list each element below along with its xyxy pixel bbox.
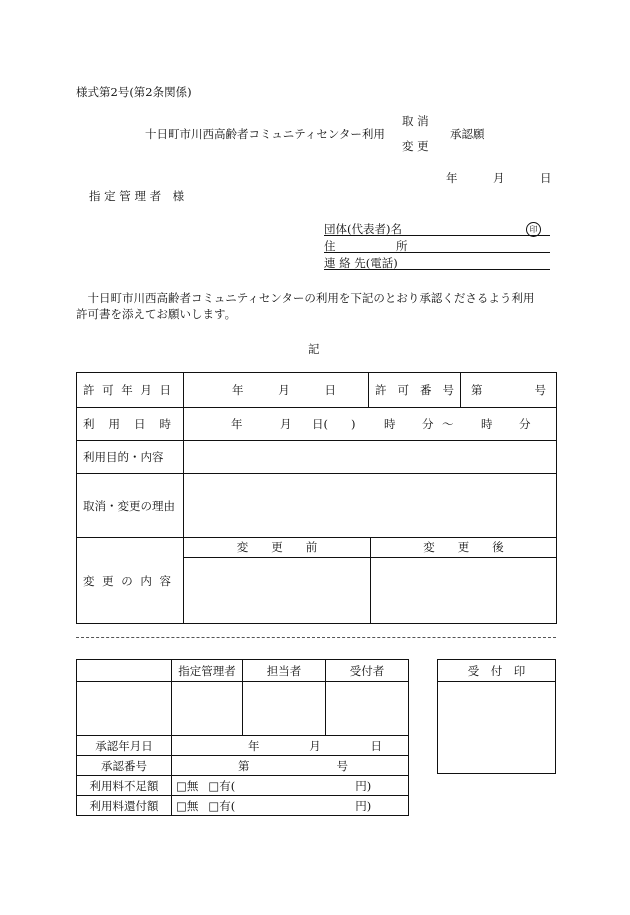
reason-value-cell[interactable] (184, 474, 557, 538)
date-month-label: 月 (493, 171, 505, 185)
permit-year: 年 (232, 383, 244, 397)
reception-stamp-area[interactable] (438, 682, 556, 774)
approval-no-dai: 第 (238, 758, 250, 773)
approval-day: 日 (370, 738, 382, 753)
permit-date-label-cell: 許 可 年 月 日 (77, 373, 184, 408)
shortage-yen: 円) (355, 778, 372, 793)
refund-yes-checkbox[interactable]: □有( (208, 798, 236, 813)
office-header-row (77, 660, 409, 682)
use-date-row (77, 408, 557, 441)
date-day-label: 日 (540, 171, 552, 185)
approval-no-go: 号 (336, 758, 348, 773)
reception-stamp-box (437, 659, 556, 774)
approval-number-label: 承認番号 (77, 756, 172, 776)
permit-number-cell[interactable] (369, 373, 557, 408)
org-name-label: 団体(代表者)名 (324, 222, 402, 236)
org-name-line[interactable] (324, 235, 550, 236)
refund-label: 利用料還付額 (77, 796, 172, 816)
refund-row (77, 796, 409, 816)
form-title-main: 十日町市川西高齢者コミュニティセンター利用 (145, 127, 385, 141)
purpose-label: 利用目的・内容 (77, 441, 184, 474)
seal-circle: 印 (526, 222, 541, 237)
use-minute-end: 分 (519, 417, 531, 431)
use-date-value-cell[interactable] (184, 408, 557, 441)
approval-date-label: 承認年月日 (77, 736, 172, 756)
permit-month: 月 (278, 383, 290, 397)
form-number: 様式第2号(第2条関係) (76, 85, 192, 99)
permit-day: 日 (324, 383, 336, 397)
office-header-blank (77, 660, 172, 682)
permit-number-label: 許 可 番 号 (369, 373, 461, 407)
use-date-label-cell: 利 用 日 時 (77, 408, 184, 441)
change-before-label: 変 更 前 (184, 538, 370, 558)
refund-none-checkbox[interactable]: □無 (176, 798, 199, 813)
shortage-row (77, 776, 409, 796)
cut-line (76, 637, 556, 638)
manager-seal-cell[interactable] (172, 682, 243, 736)
refund-value[interactable] (172, 796, 409, 816)
use-month: 月 (280, 417, 292, 431)
main-table (76, 372, 557, 624)
approval-date-value[interactable] (172, 736, 409, 756)
contact-label: 連 絡 先(電話) (324, 256, 398, 270)
approval-number-row (77, 756, 409, 776)
shortage-value[interactable] (172, 776, 409, 796)
permit-date-row (77, 373, 557, 408)
use-minute-start: 分 (422, 417, 434, 431)
approval-number-value[interactable] (172, 756, 409, 776)
approval-year: 年 (248, 738, 260, 753)
change-label-cell: 変 更 の 内 容 (77, 538, 184, 624)
permit-no-dai: 第 (471, 383, 483, 397)
use-hour-end: 時 (481, 417, 493, 431)
address-label-2: 所 (396, 239, 408, 253)
purpose-row (77, 441, 557, 474)
form-title-option-change: 変 更 (402, 139, 429, 153)
shortage-yes-checkbox[interactable]: □有( (208, 778, 236, 793)
form-title-option-cancel: 取 消 (402, 114, 429, 128)
col-receiver: 受付者 (326, 660, 409, 682)
change-row (77, 538, 557, 624)
use-tilde: 〜 (442, 417, 454, 431)
request-text-line2: 許可書を添えてお願いします。 (76, 307, 237, 321)
reception-stamp-label: 受 付 印 (438, 660, 556, 682)
change-value-cell (184, 538, 557, 624)
col-manager: 指定管理者 (172, 660, 243, 682)
col-staff: 担当者 (243, 660, 326, 682)
use-hour-start: 時 (384, 417, 396, 431)
address-label-1: 住 (324, 239, 336, 253)
shortage-none-checkbox[interactable]: □無 (176, 778, 199, 793)
receiver-seal-cell[interactable] (326, 682, 409, 736)
staff-seal-cell[interactable] (243, 682, 326, 736)
approval-month: 月 (309, 738, 321, 753)
form-title-suffix: 承認願 (450, 127, 485, 141)
reason-label: 取消・変更の理由 (77, 474, 184, 538)
permit-no-go: 号 (534, 383, 546, 397)
request-text-line1: 十日町市川西高齢者コミュニティセンターの利用を下記のとおり承認くださるよう利用 (76, 291, 535, 305)
office-use-table (76, 659, 409, 816)
permit-date-value-cell[interactable] (184, 373, 369, 408)
seal-blank (77, 682, 172, 736)
approval-date-row (77, 736, 409, 756)
change-after-label: 変 更 後 (371, 538, 556, 558)
address-line[interactable] (324, 252, 550, 253)
ki-label: 記 (308, 342, 320, 356)
use-year: 年 (231, 417, 243, 431)
refund-yen: 円) (355, 798, 372, 813)
reason-row (77, 474, 557, 538)
date-year-label: 年 (446, 171, 458, 185)
contact-line[interactable] (324, 269, 550, 270)
use-day-paren: 日( ) (312, 417, 356, 431)
change-after-field[interactable] (371, 558, 556, 623)
office-seal-row (77, 682, 409, 736)
addressee: 指 定 管 理 者 様 (89, 189, 185, 203)
shortage-label: 利用料不足額 (77, 776, 172, 796)
change-before-field[interactable] (184, 558, 370, 623)
purpose-value-cell[interactable] (184, 441, 557, 474)
